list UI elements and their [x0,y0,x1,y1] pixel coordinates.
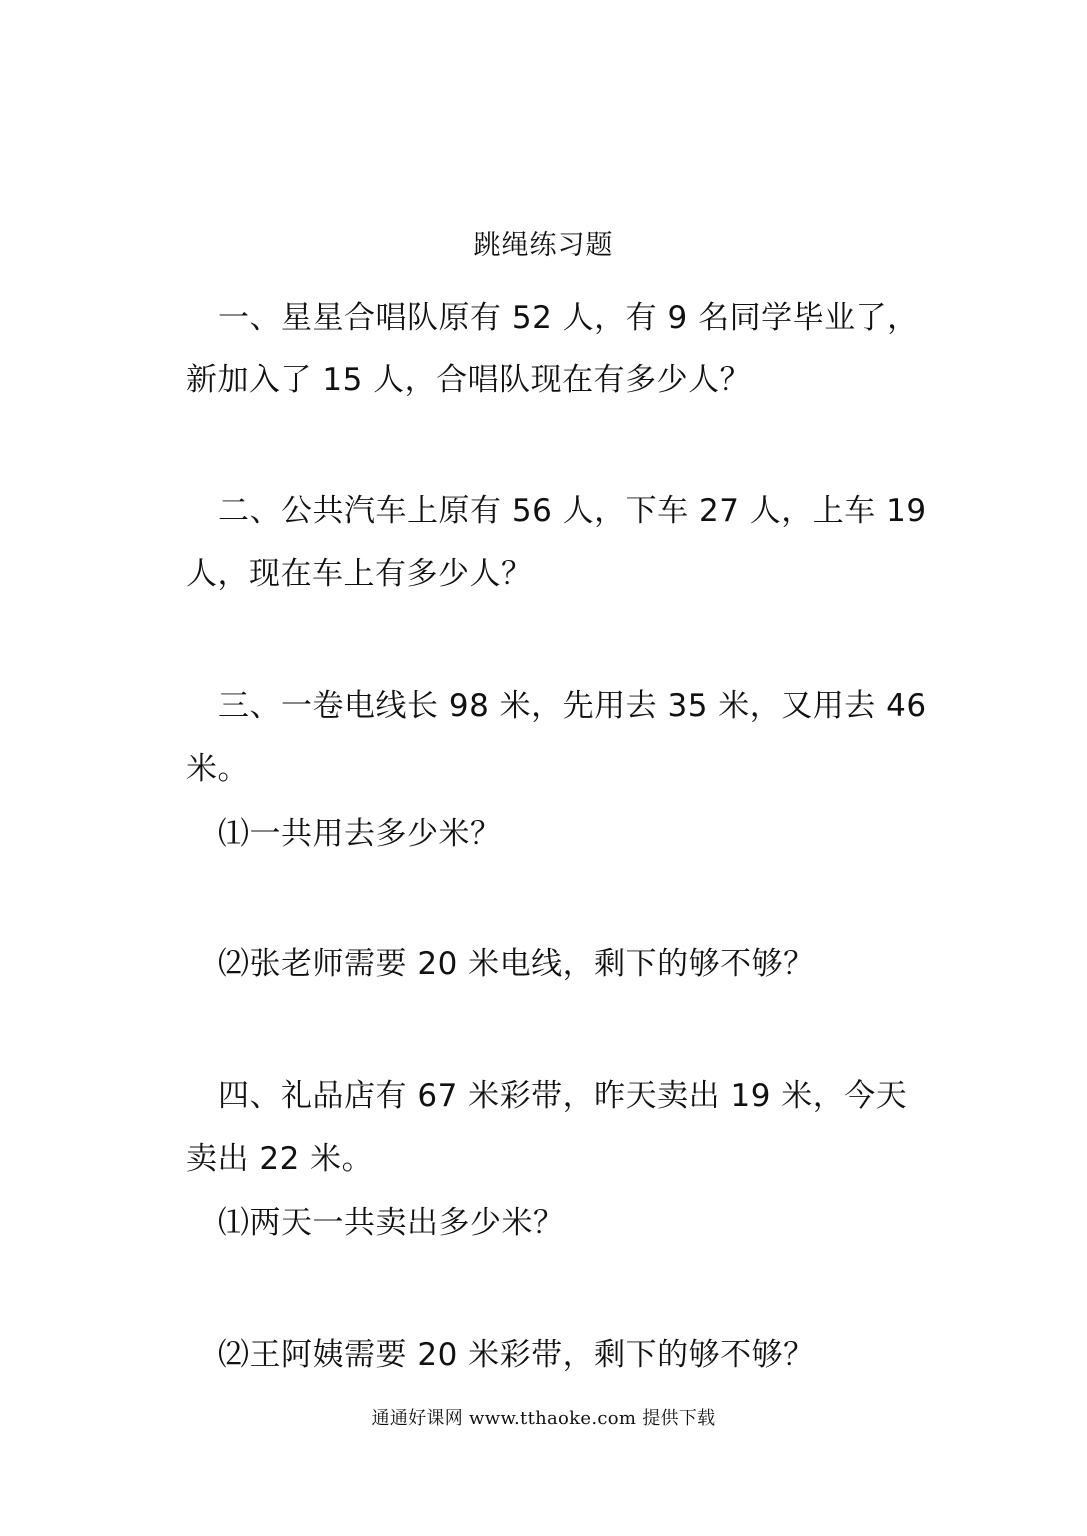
problem-4-line-1: 四、礼品店有 67 米彩带，昨天卖出 19 米，今天 [218,1078,908,1114]
problem-2-line-2: 人，现在车上有多少人？ [186,556,533,592]
problem-4-line-2: 卖出 22 米。 [186,1141,374,1177]
problem-1-line-2: 新加入了 15 人，合唱队现在有多少人？ [186,362,752,398]
problem-2-line-1: 二、公共汽车上原有 56 人，下车 27 人，上车 19 [218,493,927,529]
problem-3-sub-2: ⑵张老师需要 20 米电线，剩下的够不够？ [218,946,815,982]
problem-4-sub-2: ⑵王阿姨需要 20 米彩带，剩下的够不够？ [218,1337,815,1373]
page-footer: 通通好课网 www.tthaoke.com 提供下载 [371,1408,716,1429]
problem-3-line-1: 三、一卷电线长 98 米，先用去 35 米，又用去 46 [218,688,927,724]
problem-1-line-1: 一、星星合唱队原有 52 人，有 9 名同学毕业了， [218,300,919,336]
problem-3-line-2: 米。 [186,751,249,787]
document-title: 跳绳练习题 [473,230,614,261]
problem-3-sub-1: ⑴一共用去多少米？ [218,816,502,852]
problem-4-sub-1: ⑴两天一共卖出多少米？ [218,1205,565,1241]
